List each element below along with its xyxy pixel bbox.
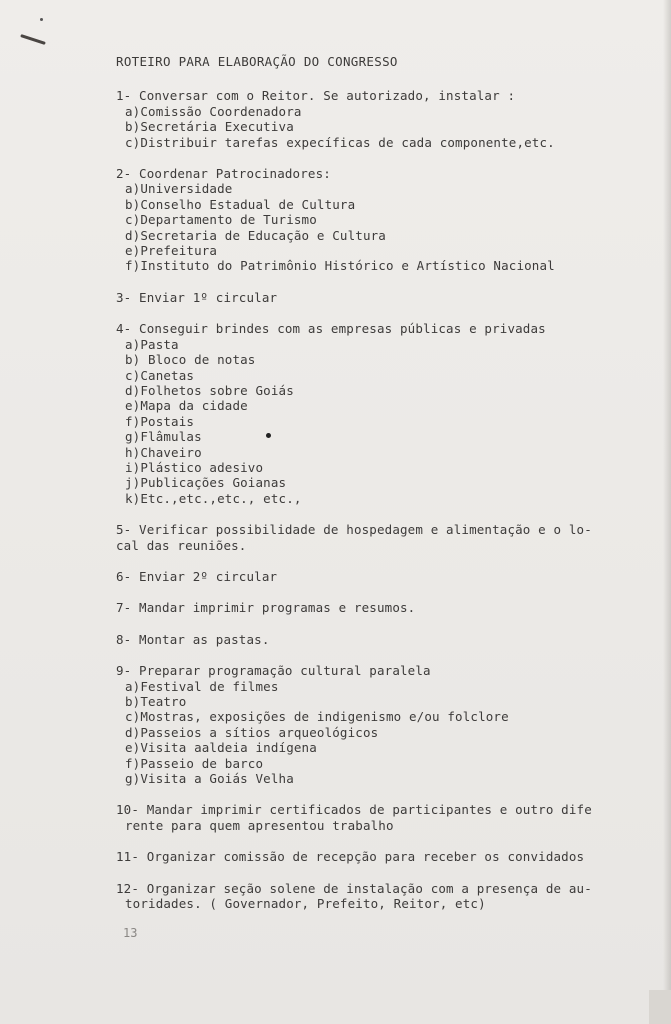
section-12 [116, 881, 636, 912]
section-continuation: rente para quem apresentou trabalho [125, 817, 394, 833]
section-1 [116, 88, 636, 150]
list-item: c)Departamento de Turismo [125, 212, 317, 228]
section-continuation: cal das reuniões. [116, 537, 247, 553]
list-item: k)Etc.,etc.,etc., etc., [125, 490, 302, 506]
list-item: d)Secretaria de Educação e Cultura [125, 227, 386, 243]
section-heading: 4- Conseguir brindes com as empresas públicas e privadas [116, 321, 546, 337]
list-item: c)Canetas [125, 367, 195, 383]
section-heading: 7- Mandar imprimir programas e resumos. [116, 600, 416, 616]
section-7 [116, 600, 636, 615]
section-heading: 5- Verificar possibilidade de hospedagem e alimentação e o lo- [116, 522, 592, 538]
list-item: a)Comissão Coordenadora [125, 103, 302, 119]
section-11 [116, 849, 636, 864]
list-item: e)Mapa da cidade [125, 398, 248, 414]
list-item: b)Secretária Executiva [125, 119, 294, 135]
page-number: 13 [123, 926, 138, 940]
list-item: e)Visita aaldeia indígena [125, 740, 317, 756]
section-heading: 3- Enviar 1º circular [116, 289, 278, 305]
section-8 [116, 632, 636, 647]
section-5 [116, 522, 636, 553]
list-item: g)Flâmulas [125, 429, 202, 445]
list-item: f)Instituto do Patrimônio Histórico e Artístico Nacional [125, 258, 555, 274]
list-item: h)Chaveiro [125, 444, 202, 460]
list-item: d)Passeios a sítios arqueológicos [125, 724, 379, 740]
document-title: ROTEIRO PARA ELABORAÇÃO DO CONGRESSO [116, 54, 398, 69]
section-9 [116, 663, 636, 786]
list-item: a)Universidade [125, 181, 233, 197]
section-heading: 10- Mandar imprimir certificados de participantes e outro dife [116, 802, 592, 818]
list-item: j)Publicações Goianas [125, 475, 287, 491]
section-heading: 2- Coordenar Patrocinadores: [116, 166, 331, 182]
list-item: i)Plástico adesivo [125, 459, 264, 475]
list-item: a)Pasta [125, 336, 179, 352]
page-corner-strip [649, 990, 671, 1024]
section-4 [116, 321, 636, 506]
list-item: f)Postais [125, 413, 195, 429]
section-10 [116, 802, 636, 833]
pen-stroke-mark [20, 34, 46, 45]
list-item: a)Festival de filmes [125, 678, 279, 694]
list-item: b)Conselho Estadual de Cultura [125, 196, 356, 212]
section-heading: 1- Conversar com o Reitor. Se autorizado, instalar : [116, 88, 516, 104]
section-3 [116, 290, 636, 305]
list-item: f)Passeio de barco [125, 755, 264, 771]
list-item: e)Prefeitura [125, 243, 218, 259]
list-item: d)Folhetos sobre Goiás [125, 382, 294, 398]
list-item: c)Distribuir tarefas expecíficas de cada componente,etc. [125, 134, 555, 150]
section-heading: 12- Organizar seção solene de instalação com a presença de au- [116, 880, 592, 896]
ink-dot-mark [40, 18, 43, 21]
list-item: c)Mostras, exposições de indigenismo e/ou folclore [125, 709, 509, 725]
page-edge-shadow [663, 0, 671, 1024]
section-2 [116, 166, 636, 274]
document-body [116, 54, 636, 927]
section-continuation: toridades. ( Governador, Prefeito, Reitor, etc) [125, 896, 486, 912]
section-6 [116, 569, 636, 584]
list-item: b) Bloco de notas [125, 352, 256, 368]
list-item: b)Teatro [125, 694, 187, 709]
section-heading: 6- Enviar 2º circular [116, 568, 278, 584]
section-heading: 9- Preparar programação cultural paralela [116, 663, 431, 679]
section-heading: 11- Organizar comissão de recepção para receber os convidados [116, 849, 585, 865]
list-item: g)Visita a Goiás Velha [125, 771, 294, 787]
section-heading: 8- Montar as pastas. [116, 631, 270, 647]
